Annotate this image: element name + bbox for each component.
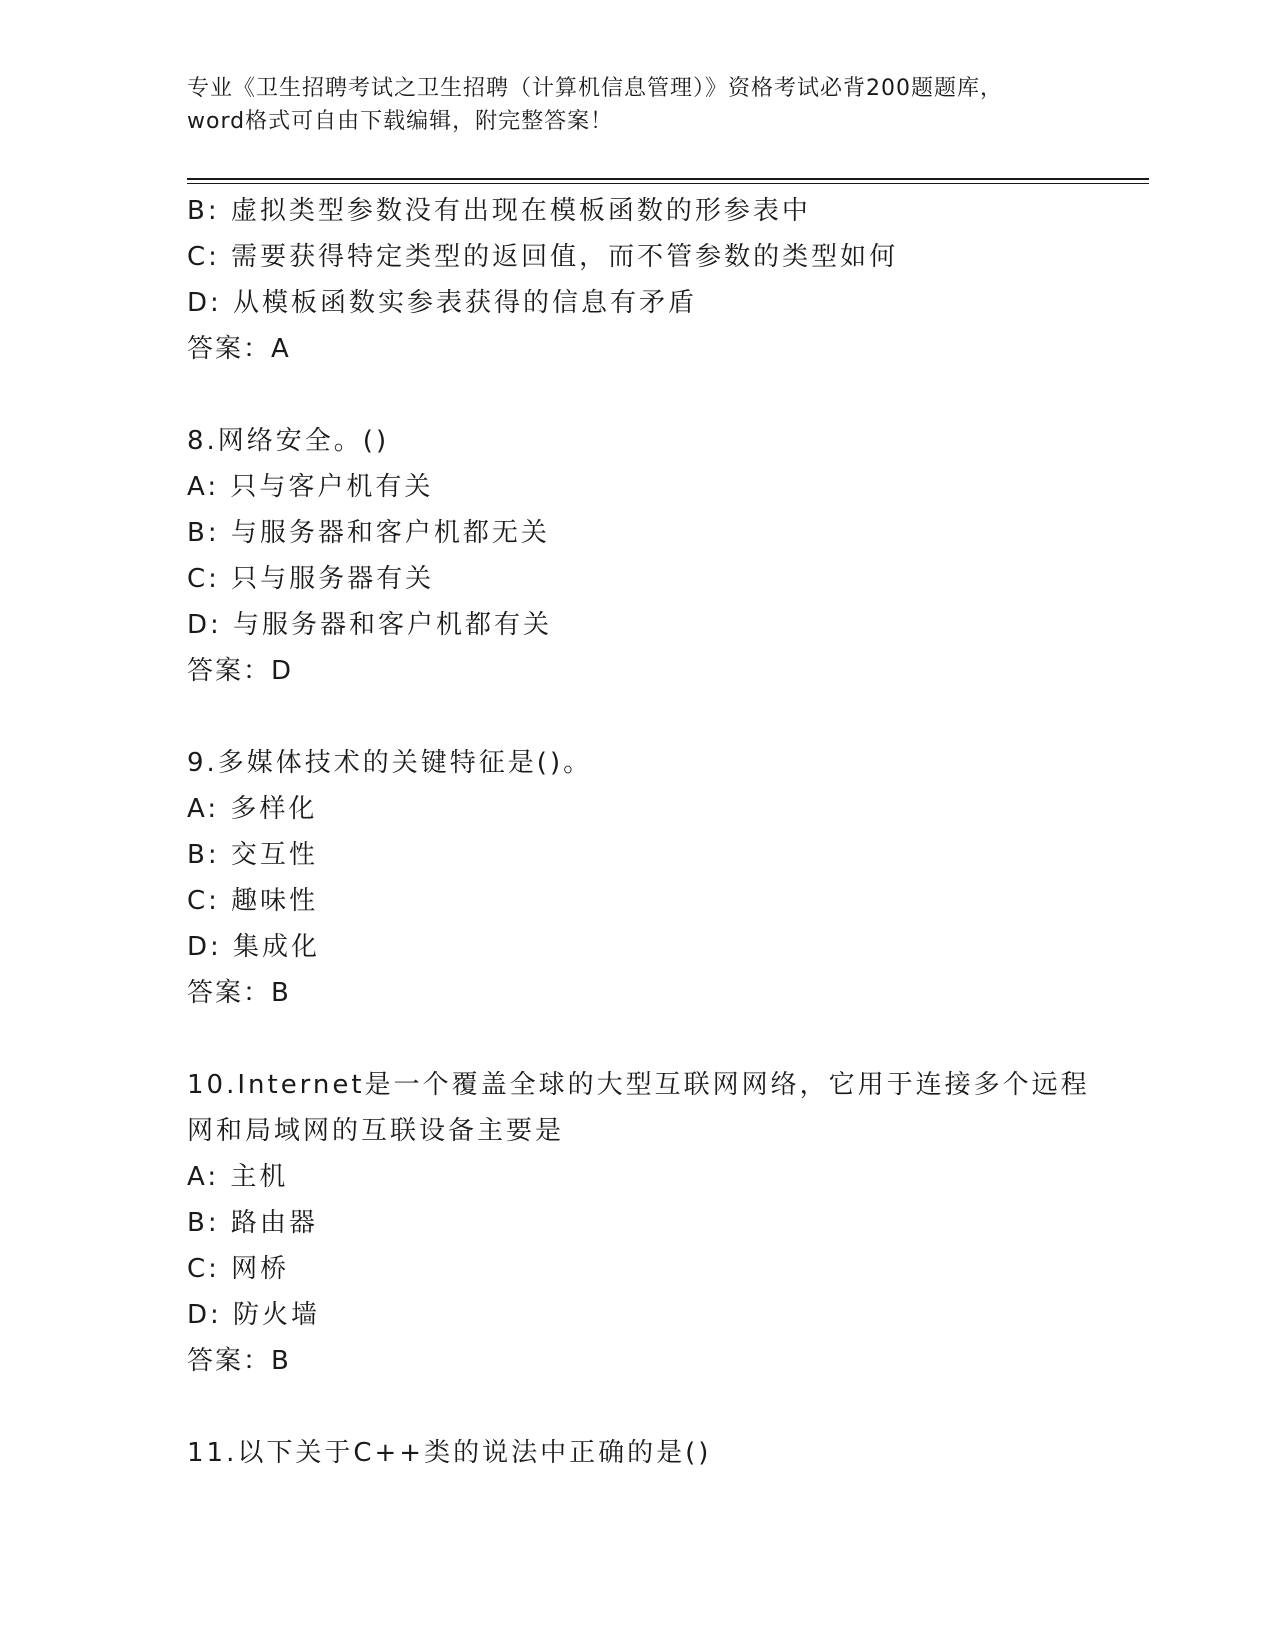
- q9-option-b: B: 交互性: [187, 840, 318, 870]
- q9-answer: 答案：B: [187, 978, 291, 1008]
- q8-option-d: D: 与服务器和客户机都有关: [187, 610, 553, 640]
- spacer: [187, 694, 1149, 740]
- document-header: [187, 72, 1087, 138]
- q8-question: 8.网络安全。(): [187, 426, 390, 456]
- q10-option-c: C: 网桥: [187, 1254, 290, 1284]
- q8-option-c: C: 只与服务器有关: [187, 564, 435, 594]
- question-list: [187, 188, 1149, 1476]
- spacer: [187, 1384, 1149, 1430]
- q10-option-a: A: 主机: [187, 1162, 289, 1192]
- q8-option-b: B: 与服务器和客户机都无关: [187, 518, 550, 548]
- header-divider-thick: [187, 178, 1149, 180]
- spacer: [187, 372, 1149, 418]
- q8-option-a: A: 只与客户机有关: [187, 472, 434, 502]
- q9-question: 9.多媒体技术的关键特征是()。: [187, 748, 593, 778]
- q10-option-b: B: 路由器: [187, 1208, 318, 1238]
- question-8: [187, 418, 1149, 694]
- spacer: [187, 1016, 1149, 1062]
- question-9: [187, 740, 1149, 1016]
- q11-question: 11.以下关于C++类的说法中正确的是(): [187, 1438, 712, 1468]
- q9-option-d: D: 集成化: [187, 932, 321, 962]
- q10-option-d: D: 防火墙: [187, 1300, 321, 1330]
- q10-answer: 答案：B: [187, 1346, 291, 1376]
- q10-question-line-2: 网和局域网的互联设备主要是: [187, 1116, 565, 1146]
- header-title-line-2: word格式可自由下载编辑，附完整答案！: [187, 109, 614, 134]
- question-10: [187, 1062, 1149, 1384]
- question-11: [187, 1430, 1149, 1476]
- header-divider-thin: [187, 183, 1149, 184]
- question-7-tail: [187, 188, 1149, 372]
- header-title-line-1: 专业《卫生招聘考试之卫生招聘（计算机信息管理）》资格考试必背200题题库，: [187, 76, 1003, 101]
- q7-answer: 答案：A: [187, 334, 291, 364]
- q7-option-c: C: 需要获得特定类型的返回值，而不管参数的类型如何: [187, 242, 899, 272]
- q9-option-a: A: 多样化: [187, 794, 318, 824]
- q9-option-c: C: 趣味性: [187, 886, 319, 916]
- q7-option-d: D: 从模板函数实参表获得的信息有矛盾: [187, 288, 698, 318]
- q7-option-b: B: 虚拟类型参数没有出现在模板函数的形参表中: [187, 196, 811, 226]
- q8-answer: 答案：D: [187, 656, 294, 686]
- q10-question-line-1: 10.Internet是一个覆盖全球的大型互联网网络，它用于连接多个远程: [187, 1070, 1090, 1100]
